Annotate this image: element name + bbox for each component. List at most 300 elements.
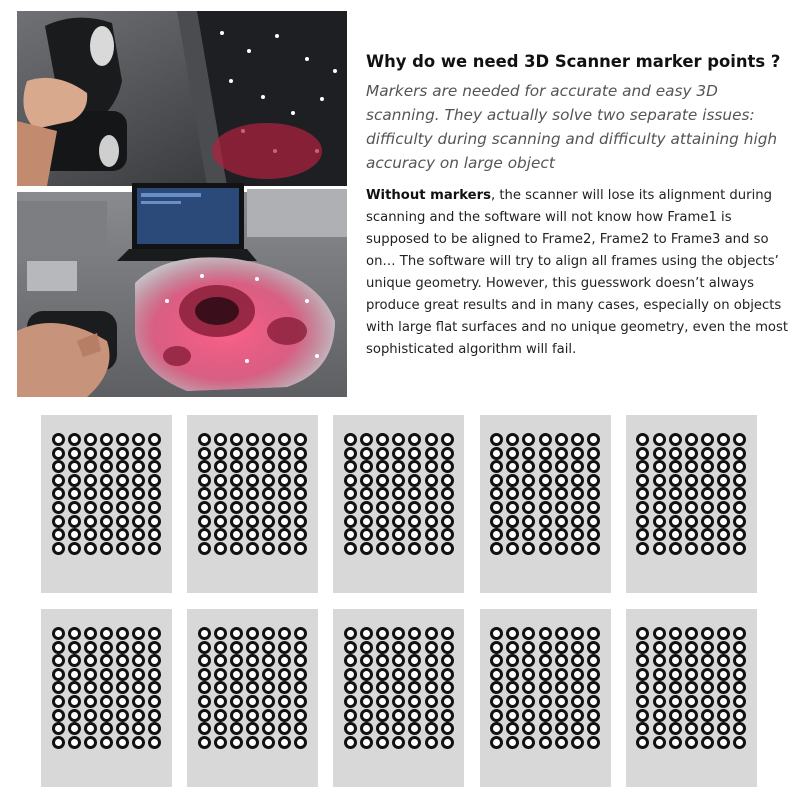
marker-ring bbox=[278, 668, 291, 681]
marker-ring bbox=[278, 542, 291, 555]
marker-ring bbox=[148, 736, 161, 749]
marker-ring bbox=[262, 487, 275, 500]
marker-ring bbox=[506, 501, 519, 514]
marker-ring bbox=[278, 528, 291, 541]
marker-ring bbox=[506, 668, 519, 681]
marker-ring bbox=[214, 681, 227, 694]
marker-ring bbox=[246, 433, 259, 446]
marker-ring bbox=[116, 474, 129, 487]
marker-ring bbox=[539, 668, 552, 681]
marker-ring bbox=[198, 695, 211, 708]
marker-ring bbox=[701, 474, 714, 487]
marker-ring bbox=[198, 668, 211, 681]
marker-ring bbox=[717, 641, 730, 654]
marker-ring bbox=[68, 709, 81, 722]
marker-ring bbox=[392, 501, 405, 514]
article-heading: Why do we need 3D Scanner marker points ? bbox=[366, 52, 781, 71]
marker-ring bbox=[701, 528, 714, 541]
marker-ring bbox=[522, 528, 535, 541]
marker-ring bbox=[653, 641, 666, 654]
marker-ring bbox=[246, 487, 259, 500]
marker-ring bbox=[539, 709, 552, 722]
marker-ring bbox=[685, 722, 698, 735]
marker-ring bbox=[116, 722, 129, 735]
marker-ring bbox=[294, 736, 307, 749]
marker-ring bbox=[84, 641, 97, 654]
marker-ring bbox=[571, 487, 584, 500]
marker-ring bbox=[132, 681, 145, 694]
marker-ring bbox=[571, 627, 584, 640]
marker-ring bbox=[214, 627, 227, 640]
marker-ring bbox=[669, 487, 682, 500]
marker-ring bbox=[376, 681, 389, 694]
marker-ring bbox=[360, 487, 373, 500]
marker-ring bbox=[278, 460, 291, 473]
marker-ring bbox=[717, 433, 730, 446]
marker-ring bbox=[685, 528, 698, 541]
marker-ring bbox=[100, 460, 113, 473]
marker-ring bbox=[52, 627, 65, 640]
marker-ring bbox=[425, 515, 438, 528]
marker-ring bbox=[701, 668, 714, 681]
marker-ring bbox=[148, 668, 161, 681]
marker-ring bbox=[539, 501, 552, 514]
marker-ring bbox=[571, 474, 584, 487]
marker-ring bbox=[294, 487, 307, 500]
marker-ring bbox=[132, 487, 145, 500]
marker-ring bbox=[116, 641, 129, 654]
marker-ring bbox=[246, 542, 259, 555]
marker-ring bbox=[636, 474, 649, 487]
marker-ring bbox=[214, 487, 227, 500]
marker-ring bbox=[733, 654, 746, 667]
marker-ring bbox=[116, 460, 129, 473]
marker-ring bbox=[587, 460, 600, 473]
marker-ring bbox=[653, 627, 666, 640]
marker-ring bbox=[84, 460, 97, 473]
marker-ring bbox=[132, 695, 145, 708]
marker-ring bbox=[669, 460, 682, 473]
marker-ring bbox=[376, 447, 389, 460]
marker-ring bbox=[100, 709, 113, 722]
marker-ring bbox=[522, 487, 535, 500]
marker-ring bbox=[717, 736, 730, 749]
marker-ring bbox=[408, 627, 421, 640]
marker-ring bbox=[68, 487, 81, 500]
marker-ring bbox=[392, 722, 405, 735]
marker-ring bbox=[132, 501, 145, 514]
marker-ring bbox=[116, 487, 129, 500]
marker-ring bbox=[230, 695, 243, 708]
marker-ring bbox=[669, 668, 682, 681]
marker-ring bbox=[490, 709, 503, 722]
marker-ring bbox=[555, 709, 568, 722]
marker-ring bbox=[278, 474, 291, 487]
marker-ring bbox=[653, 681, 666, 694]
marker-ring bbox=[425, 474, 438, 487]
marker-ring bbox=[198, 736, 211, 749]
marker-ring bbox=[441, 668, 454, 681]
marker-ring bbox=[392, 433, 405, 446]
marker-ring bbox=[717, 681, 730, 694]
marker-ring bbox=[733, 736, 746, 749]
marker-ring bbox=[148, 695, 161, 708]
marker-ring bbox=[278, 515, 291, 528]
marker-ring bbox=[717, 722, 730, 735]
marker-ring bbox=[392, 460, 405, 473]
marker-ring bbox=[425, 709, 438, 722]
marker-ring bbox=[84, 501, 97, 514]
marker-sheets bbox=[41, 415, 757, 787]
marker-ring bbox=[344, 501, 357, 514]
marker-ring bbox=[636, 668, 649, 681]
marker-ring bbox=[376, 433, 389, 446]
marker-ring bbox=[408, 501, 421, 514]
marker-ring bbox=[701, 641, 714, 654]
marker-ring bbox=[441, 487, 454, 500]
marker-ring bbox=[84, 542, 97, 555]
marker-ring bbox=[408, 474, 421, 487]
marker-ring bbox=[148, 542, 161, 555]
marker-ring bbox=[587, 474, 600, 487]
marker-ring bbox=[555, 542, 568, 555]
marker-ring bbox=[539, 736, 552, 749]
marker-ring bbox=[68, 528, 81, 541]
marker-ring bbox=[490, 627, 503, 640]
marker-ring bbox=[344, 487, 357, 500]
marker-ring bbox=[701, 627, 714, 640]
marker-ring bbox=[733, 487, 746, 500]
marker-ring bbox=[653, 695, 666, 708]
marker-ring bbox=[376, 668, 389, 681]
marker-ring bbox=[408, 487, 421, 500]
marker-ring bbox=[198, 460, 211, 473]
marker-ring bbox=[685, 627, 698, 640]
marker-ring bbox=[246, 515, 259, 528]
marker-ring bbox=[214, 447, 227, 460]
marker-ring bbox=[408, 528, 421, 541]
marker-ring bbox=[685, 515, 698, 528]
marker-ring bbox=[214, 736, 227, 749]
marker-ring bbox=[441, 709, 454, 722]
marker-ring bbox=[214, 515, 227, 528]
marker-ring bbox=[246, 654, 259, 667]
marker-ring bbox=[392, 641, 405, 654]
marker-ring bbox=[278, 736, 291, 749]
marker-ring bbox=[84, 681, 97, 694]
marker-ring bbox=[294, 542, 307, 555]
marker-ring bbox=[717, 528, 730, 541]
marker-ring bbox=[571, 447, 584, 460]
marker-ring bbox=[701, 681, 714, 694]
marker-ring bbox=[522, 736, 535, 749]
marker-ring bbox=[555, 515, 568, 528]
marker-ring bbox=[587, 641, 600, 654]
marker-ring bbox=[116, 515, 129, 528]
marker-ring bbox=[441, 460, 454, 473]
marker-ring bbox=[262, 447, 275, 460]
marker-ring bbox=[587, 695, 600, 708]
marker-ring bbox=[587, 515, 600, 528]
marker-ring bbox=[294, 654, 307, 667]
marker-ring bbox=[148, 447, 161, 460]
marker-ring bbox=[717, 515, 730, 528]
marker-ring bbox=[262, 722, 275, 735]
marker-ring bbox=[52, 736, 65, 749]
marker-ring bbox=[490, 460, 503, 473]
marker-ring bbox=[717, 627, 730, 640]
marker-ring bbox=[148, 515, 161, 528]
marker-ring bbox=[246, 528, 259, 541]
marker-ring bbox=[52, 515, 65, 528]
marker-ring bbox=[68, 681, 81, 694]
marker-ring bbox=[294, 709, 307, 722]
marker-ring bbox=[701, 695, 714, 708]
marker-ring bbox=[246, 722, 259, 735]
marker-ring bbox=[685, 681, 698, 694]
marker-ring bbox=[717, 709, 730, 722]
marker-ring bbox=[441, 447, 454, 460]
marker-ring bbox=[100, 722, 113, 735]
marker-ring bbox=[441, 515, 454, 528]
marker-ring bbox=[214, 460, 227, 473]
marker-ring bbox=[571, 501, 584, 514]
marker-ring bbox=[555, 722, 568, 735]
marker-ring bbox=[701, 501, 714, 514]
marker-ring bbox=[230, 460, 243, 473]
marker-ring bbox=[555, 474, 568, 487]
marker-ring bbox=[262, 501, 275, 514]
marker-ring bbox=[360, 695, 373, 708]
marker-ring bbox=[230, 447, 243, 460]
marker-ring bbox=[587, 447, 600, 460]
marker-ring bbox=[132, 433, 145, 446]
marker-ring bbox=[68, 433, 81, 446]
marker-ring bbox=[490, 474, 503, 487]
marker-ring bbox=[522, 515, 535, 528]
marker-ring bbox=[132, 627, 145, 640]
marker-ring bbox=[198, 487, 211, 500]
marker-ring bbox=[116, 668, 129, 681]
marker-ring bbox=[490, 433, 503, 446]
marker-ring bbox=[344, 528, 357, 541]
marker-ring bbox=[441, 474, 454, 487]
marker-ring bbox=[669, 736, 682, 749]
marker-ring bbox=[571, 709, 584, 722]
marker-ring bbox=[392, 515, 405, 528]
marker-ring bbox=[653, 654, 666, 667]
marker-ring bbox=[246, 501, 259, 514]
marker-ring bbox=[214, 709, 227, 722]
marker-ring bbox=[441, 627, 454, 640]
marker-ring bbox=[84, 736, 97, 749]
marker-ring bbox=[490, 736, 503, 749]
marker-ring bbox=[68, 641, 81, 654]
marker-ring bbox=[587, 542, 600, 555]
marker-ring bbox=[653, 736, 666, 749]
marker-ring bbox=[425, 447, 438, 460]
marker-ring bbox=[376, 627, 389, 640]
marker-ring bbox=[733, 528, 746, 541]
marker-ring bbox=[360, 722, 373, 735]
marker-ring bbox=[100, 695, 113, 708]
marker-ring bbox=[116, 542, 129, 555]
marker-ring bbox=[392, 447, 405, 460]
marker-ring bbox=[214, 654, 227, 667]
marker-ring bbox=[539, 722, 552, 735]
marker-ring bbox=[68, 460, 81, 473]
marker-ring bbox=[669, 722, 682, 735]
marker-ring bbox=[376, 515, 389, 528]
marker-ring bbox=[571, 722, 584, 735]
marker-ring bbox=[198, 447, 211, 460]
marker-ring bbox=[506, 528, 519, 541]
marker-ring bbox=[653, 487, 666, 500]
marker-ring bbox=[653, 460, 666, 473]
marker-ring bbox=[198, 681, 211, 694]
marker-ring bbox=[68, 695, 81, 708]
marker-ring bbox=[360, 681, 373, 694]
marker-ring bbox=[425, 668, 438, 681]
marker-ring bbox=[685, 695, 698, 708]
marker-ring bbox=[506, 542, 519, 555]
marker-ring bbox=[636, 542, 649, 555]
marker-ring bbox=[441, 433, 454, 446]
marker-ring bbox=[587, 501, 600, 514]
marker-ring bbox=[669, 515, 682, 528]
marker-ring bbox=[68, 474, 81, 487]
marker-ring bbox=[376, 474, 389, 487]
marker-ring bbox=[539, 681, 552, 694]
marker-ring bbox=[116, 736, 129, 749]
marker-sheet bbox=[480, 609, 611, 787]
marker-ring bbox=[522, 654, 535, 667]
marker-ring bbox=[636, 460, 649, 473]
marker-ring bbox=[490, 515, 503, 528]
marker-ring bbox=[441, 681, 454, 694]
marker-ring bbox=[84, 433, 97, 446]
marker-ring bbox=[539, 695, 552, 708]
marker-ring bbox=[360, 501, 373, 514]
marker-ring bbox=[441, 501, 454, 514]
marker-ring bbox=[100, 627, 113, 640]
marker-ring bbox=[230, 736, 243, 749]
marker-ring bbox=[669, 447, 682, 460]
marker-ring bbox=[490, 542, 503, 555]
marker-ring bbox=[425, 542, 438, 555]
marker-ring bbox=[555, 681, 568, 694]
marker-ring bbox=[539, 474, 552, 487]
marker-ring bbox=[539, 515, 552, 528]
marker-ring bbox=[555, 668, 568, 681]
marker-ring bbox=[344, 433, 357, 446]
marker-ring bbox=[490, 501, 503, 514]
marker-ring bbox=[636, 695, 649, 708]
marker-ring bbox=[441, 695, 454, 708]
marker-ring bbox=[392, 736, 405, 749]
marker-ring bbox=[376, 709, 389, 722]
marker-ring bbox=[717, 654, 730, 667]
marker-ring bbox=[441, 654, 454, 667]
marker-ring bbox=[425, 695, 438, 708]
marker-ring bbox=[294, 460, 307, 473]
marker-ring bbox=[490, 641, 503, 654]
marker-ring bbox=[360, 709, 373, 722]
marker-ring bbox=[571, 695, 584, 708]
marker-ring bbox=[198, 474, 211, 487]
marker-ring bbox=[84, 695, 97, 708]
marker-ring bbox=[376, 736, 389, 749]
marker-ring bbox=[555, 501, 568, 514]
marker-ring bbox=[376, 542, 389, 555]
marker-ring bbox=[116, 528, 129, 541]
marker-ring bbox=[148, 722, 161, 735]
marker-ring bbox=[376, 641, 389, 654]
marker-ring bbox=[717, 487, 730, 500]
article-lead: Markers are needed for accurate and easy 3D scanning. They actually solve two separate issues: difficulty during scanning and difficulty attaining high accuracy on large object bbox=[366, 82, 778, 172]
marker-ring bbox=[230, 528, 243, 541]
marker-ring bbox=[52, 709, 65, 722]
marker-ring bbox=[294, 433, 307, 446]
marker-ring bbox=[653, 722, 666, 735]
marker-ring bbox=[425, 627, 438, 640]
marker-ring bbox=[636, 627, 649, 640]
marker-ring bbox=[214, 695, 227, 708]
marker-ring bbox=[408, 542, 421, 555]
marker-ring bbox=[230, 474, 243, 487]
marker-ring bbox=[733, 641, 746, 654]
marker-ring bbox=[132, 528, 145, 541]
marker-sheet bbox=[626, 609, 757, 787]
marker-ring bbox=[506, 474, 519, 487]
marker-ring bbox=[522, 641, 535, 654]
marker-sheet bbox=[333, 609, 464, 787]
marker-ring bbox=[344, 542, 357, 555]
marker-ring bbox=[262, 528, 275, 541]
marker-ring bbox=[100, 474, 113, 487]
marker-ring bbox=[733, 681, 746, 694]
marker-ring bbox=[669, 695, 682, 708]
marker-sheet bbox=[187, 415, 318, 593]
marker-ring bbox=[555, 654, 568, 667]
marker-ring bbox=[506, 722, 519, 735]
marker-ring bbox=[344, 654, 357, 667]
marker-ring bbox=[733, 447, 746, 460]
marker-sheet bbox=[41, 415, 172, 593]
marker-ring bbox=[555, 487, 568, 500]
marker-ring bbox=[132, 668, 145, 681]
marker-ring bbox=[116, 654, 129, 667]
marker-ring bbox=[669, 654, 682, 667]
marker-ring bbox=[198, 627, 211, 640]
marker-ring bbox=[132, 542, 145, 555]
marker-ring bbox=[571, 433, 584, 446]
marker-ring bbox=[230, 681, 243, 694]
marker-sheet bbox=[41, 609, 172, 787]
marker-ring bbox=[52, 447, 65, 460]
marker-ring bbox=[116, 709, 129, 722]
marker-ring bbox=[214, 474, 227, 487]
marker-ring bbox=[669, 641, 682, 654]
marker-ring bbox=[701, 447, 714, 460]
marker-ring bbox=[522, 542, 535, 555]
marker-ring bbox=[100, 542, 113, 555]
marker-ring bbox=[653, 447, 666, 460]
marker-ring bbox=[294, 627, 307, 640]
marker-ring bbox=[360, 474, 373, 487]
marker-ring bbox=[198, 709, 211, 722]
marker-ring bbox=[717, 474, 730, 487]
